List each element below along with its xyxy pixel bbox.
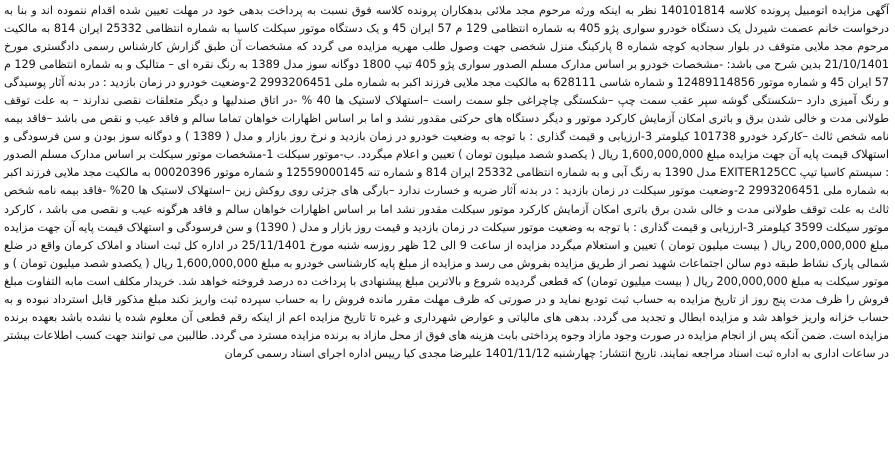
notice-body-text: آگهی مزایده اتومبیل پرونده کلاسه 140101814 نظر به اینکه ورثه مرحوم مجد ملائی بدهکاران پرونده کلاسه فوق نسبت به پرداخت بدهی خود در مهلت تعیین شده اقدام ننموده اند و بنا به درخواست خانم عصمت شیردل یک دستگاه خودرو سواری پژو 405 به شماره انتظامی 129 م 57 ایران 45 و یک دستگاه موتور سیکلت کاسیا به شماره انتظامی 25332 ایران 814 به مالکیت مرحوم مجد ملایی متوقف در بلوار سجادیه کوچه شماره 8 پارکینگ منزل شخصی جهت وصول طلب مهریه مزایده می گردد که مشخصات آن طبق گزارش کارشناس رسمی دادگستری مورخ 21/10/1401 بدین شرح می باشد: -مشخصات خودرو بر اساس مدارک مسلم الصدور سواری پژو 405 تیپ 1800 دوگانه سوز مدل 1389 به رنگ نقره ای – متالیک و به شماره انتظامی 129 م 57 ایران 45 و شماره موتور 12489114856 و شماره شاسی 628111 به مالکیت مجد ملایی فرزند اکبر به شماره ملی 2993206451 2-وضعیت خودرو در زمان بازدید : در بدنه آثار پوسیدگی و رنگ آمیزی دارد –شکستگی گوشه سپر عقب سمت چپ –شکستگی چاچراغی جلو سمت راست –استهلاک لاستیک ها 40 % -در اتاق صندلیها و دیگر متعلقات نقصی ندارند – به علت توقف طولانی مدت و خالی شدن برق و باتری امکان آزمایش کارکرد موتور و دیگر دستگاه های حرکتی مقدور نشد و اما بر اساس اظهارات خواهان تماما سالم و فاقد عیب و نقص می باشد –فاقد بیمه نامه شخص ثالث –کارکرد خودرو 101738 کیلومتر 3-ارزیابی و قیمت گذاری : با توجه به وضعیت خودرو در زمان بازدید و نرخ روز بازار و مدل ( 1389 ) و دوگانه سوز بودن و سن فرسودگی و استهلاک قیمت پایه آن جهت مزایده مبلغ 1,600,000,000 ریال ( یکصدو شصد میلیون تومان ) تعیین و اعلام میگردد. ب-موتور سیکلت 1-مشخصات موتور سیکلت بر اساس مدارک مسلم الصدور : سیستم کاسیا تیپ EXITER125CC مدل 1390 به رنگ آبی و به شماره انتظامی 25332 ایران 814 و شماره تنه 12559000145 و شماره موتور 00020396 به مالکیت مجد ملایی فرزند اکبر به شماره ملی 2993206451 2-وضعیت موتور سیکلت در زمان بازدید : در بدنه آثار ضربه و خسارت ندارد –بارگی های جزئی روی روکش زین –استهلاک لاستیک ها 20% -فاقد بیمه نامه شخص ثالث به علت توقف طولانی مدت و خالی شدن برق باتری امکان آزمایش کارکرد موتور سیکلت مقدور نشد اما بر اساس اظهارات خواهان سالم و فاقد هرگونه عیب و نقصی می باشد ، کارکرد موتور سیکلت 3599 کیلومتر 3-ارزیابی و قیمت گذاری : با توجه به وضعیت موتور سیکلت در زمان بازدید و قیمت روز بازار و مدل ( 1390) و سن فرسودگی و استهلاک قیمت پایه آن جهت مزایده مبلغ 200,000,000 ریال ( بیست میلیون تومان ) تعیین و استعلام میگردد مزایده از ساعت 9 الی 12 ظهر روزسه شنبه مورخ 25/11/1401 در اداره کل ثبت اسناد و املاک کرمان واقع در ضلع شمالی پارک نشاط طبقه دوم سالن اجتماعات شهید نصر از طریق مزایده بفروش می رسد و مزایده از مبلغ پایه کارشناسی خودرو به مبلغ 1,600,000,000 ریال ( یکصدو شصد میلیون تومان ) و موتور سیکلت به مبلغ 200,000,000 ریال ( بیست میلیون تومان) که قطعی گردیده شروع و بالاترین مبلغ پیشنهادی با پرداخت ده درصد فروخته خواهد شد. خریدار مکلف است مابه التفاوت مبلغ فروش را ظرف مدت پنج روز از تاریخ مزایده به حساب ثبت تودیع نماید و در صورتی که ظرف مهلت مقرر مانده فروش را به حساب سپرده ثبت واریز نکند مبلغ مذکور قابل استرداد نبوده و به حساب خزانه واریز خواهد شد و مزایده ابطال و تجدید می گردد. بدهی های مالیاتی و عوارض شهرداری و غیره تا تاریخ مزایده اعم از اینکه رقم قطعی آن معلوم شده یا نشده باشد بعهده برنده مزایده است. ضمن آنکه پس از انجام مزایده در صورت وجود مازاد وجوه پرداختی بابت هزینه های فوق از محل مازاد به برنده مزایده مسترد می گردد. طالبین می توانند جهت کسب اطلاعات بیشتر در ساعات اداری به اداره ثبت اسناد مراجعه نمایند. تاریخ انتشار: چهارشنبه 1401/11/12 علیرضا مجدی کیا رییس اداره اجرای اسناد رسمی کرمان [4, 4, 890, 360]
